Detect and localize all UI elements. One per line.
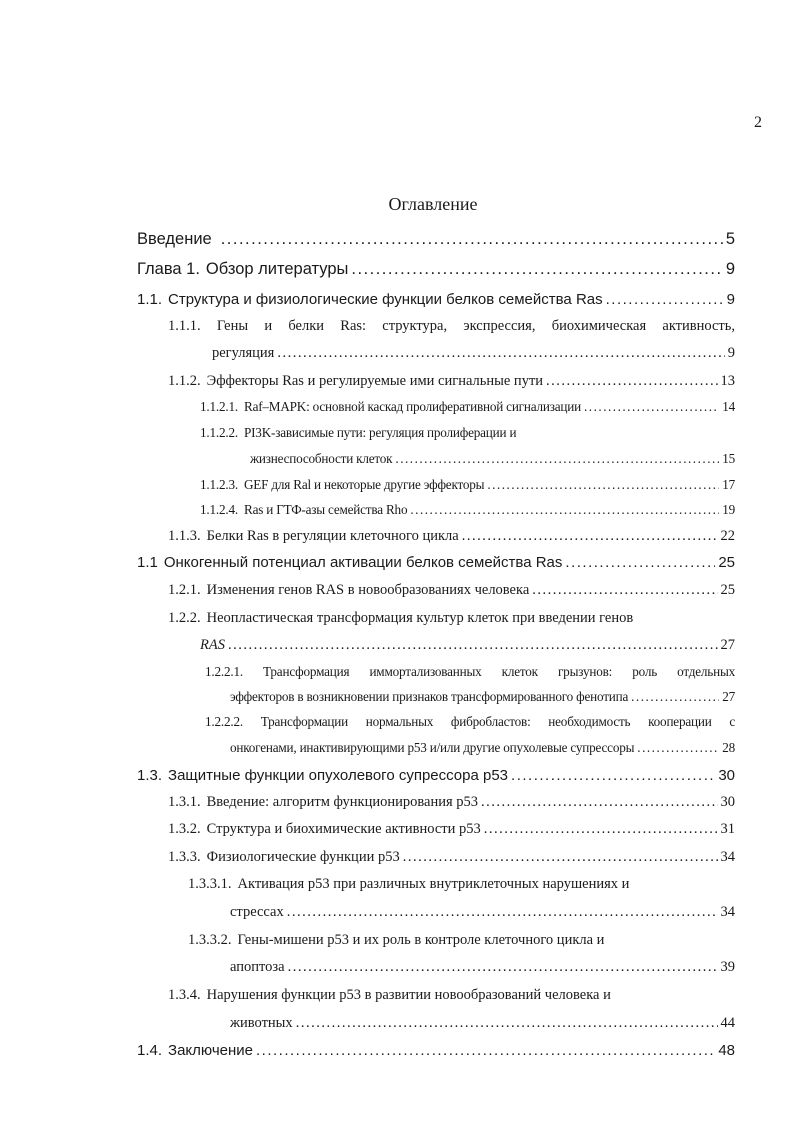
toc-entry-number: Введение [137,230,212,248]
toc-entry-page: 14 [722,399,735,414]
toc-entry[interactable] [188,874,629,894]
dot-leader [631,687,719,707]
toc-entry[interactable] [168,985,611,1005]
dot-leader [484,819,718,839]
dot-leader [403,847,718,867]
toc-entry-text: Изменения генов RAS в новообразованиях человека [206,582,530,598]
toc-entry[interactable] [168,608,633,628]
toc-entry-page: 25 [718,554,735,571]
toc-entry-text: регуляция [212,345,275,361]
toc-entry[interactable] [168,371,735,391]
toc-entry-text: 1.2.2.1. Трансформация иммортализованных клеток грызунов: роль отдельных [205,664,735,679]
toc-entry-page: 9 [726,291,735,308]
page-number: 2 [754,114,762,131]
toc-entry-number: 1.1.2.3. [200,477,238,492]
toc-entry-text: Структура и биохимические активности p53 [206,821,481,837]
toc-entry-text: GEF для Ral и некоторые другие эффекторы [243,477,485,492]
toc-entry-page: 34 [720,904,735,920]
toc-entry-number: 1.4. [137,1042,163,1059]
toc-entry-page: 17 [722,477,735,492]
toc-entry-text: PI3K-зависимые пути: регуляция пролиферации и [243,425,517,440]
toc-entry-page: 5 [725,230,735,248]
toc-entry-text: Физиологические функции p53 [206,849,400,865]
toc-entry-page: 27 [720,637,735,653]
toc-entry-page: 28 [722,740,735,755]
toc-entry[interactable] [205,712,735,732]
toc-entry-text: RAS [200,637,225,653]
toc-entry-number: 1.3.3. [168,849,201,865]
toc-entry[interactable] [137,259,735,279]
toc-entry[interactable] [200,500,735,520]
toc-entry[interactable] [230,738,735,758]
toc-entry-text: Нарушения функции p53 в развитии новообразований человека и [206,987,611,1003]
toc-entry[interactable] [137,1041,735,1061]
toc-entry-page: 13 [720,373,735,389]
toc-entry-page: 25 [720,582,735,598]
dot-leader [532,580,717,600]
toc-entry[interactable] [137,553,735,573]
toc-entry-text: Активация p53 при различных внутриклеточных нарушениях и [237,876,630,892]
toc-entry[interactable] [230,1013,735,1033]
toc-entry[interactable] [188,930,604,950]
toc-entry-page: 9 [727,345,735,361]
toc-entry-text: апоптоза [230,959,285,975]
dot-leader [395,449,719,469]
toc-entry-number: 1.3.4. [168,987,201,1003]
toc-entry-text: Введение: алгоритм функционирования p53 [206,794,479,810]
dot-leader [511,766,715,786]
toc-entry[interactable] [137,229,735,249]
toc-entry-number: 1.3.1. [168,794,201,810]
dot-leader [637,738,719,758]
toc-entry-page: 30 [718,767,735,784]
toc-entry-number: 1.1.3. [168,528,201,544]
dot-leader [296,1013,718,1033]
toc-entry[interactable] [200,635,735,655]
toc-entry-page: 34 [720,849,735,865]
toc-entry-page: 30 [720,794,735,810]
dot-leader [410,500,719,520]
toc-entry-number: 1.1. [137,291,163,308]
toc-entry-number: 1.1.2.1. [200,399,238,414]
toc-entry[interactable] [200,423,516,443]
dot-leader [351,259,722,279]
toc-entry-number: 1.1 [137,554,158,571]
toc-entry-text: Белки Ras в регуляции клеточного цикла [206,528,459,544]
toc-entry-number: 1.1.2. [168,373,201,389]
toc-entry[interactable] [168,316,735,336]
dot-leader [546,371,717,391]
toc-entry-page: 31 [720,821,735,837]
toc-entry-text: онкогенами, инактивирующими p53 и/или другие опухолевые супрессоры [230,740,635,755]
toc-entry-page: 15 [722,451,735,466]
toc-entry-text: эффекторов в возникновении признаков трансформированного фенотипа [230,689,629,704]
toc-entry[interactable] [212,343,735,363]
toc-entry-number: 1.2.1. [168,582,201,598]
toc-entry-number: Глава 1. [137,260,200,278]
toc-entry-text: Неопластическая трансформация культур клеток при введении генов [206,610,634,626]
toc-entry[interactable] [168,792,735,812]
toc-entry-number: 1.3. [137,767,163,784]
toc-entry-page: 48 [718,1042,735,1059]
toc-entry-text: жизнеспособности клеток [250,451,393,466]
toc-entry-page: 9 [725,260,735,278]
toc-entry-number: 1.3.3.1. [188,876,232,892]
toc-entry[interactable] [230,957,735,977]
dot-leader [221,229,723,249]
dot-leader [584,397,719,417]
toc-entry-number: 1.3.3.2. [188,932,232,948]
toc-entry-text: Ras и ГТФ-азы семейства Rho [243,502,408,517]
toc-entry-page: 44 [720,1015,735,1031]
toc-entry[interactable] [200,397,735,417]
toc-entry-page: 19 [722,502,735,517]
toc-entry-text: Структура и физиологические функции белков семейства Ras [168,291,603,308]
toc-title: Оглавление [388,194,478,214]
toc-entry-page: 39 [720,959,735,975]
toc-entry[interactable] [137,290,735,310]
dot-leader [256,1041,715,1061]
toc-entry-page: 27 [722,689,735,704]
toc-entry[interactable] [230,902,735,922]
toc-entry[interactable] [250,449,735,469]
dot-leader [565,553,715,573]
toc-entry-text: Обзор литературы [205,260,349,278]
toc-entry-text: Заключение [168,1042,253,1059]
toc-entry-text: Защитные функции опухолевого супрессора p53 [168,767,509,784]
toc-entry-number: 1.1.2.2. [200,425,238,440]
toc-entry-text: Эффекторы Ras и регулируемые ими сигнальные пути [206,373,544,389]
toc-entry-text: 1.1.1. Гены и белки Ras: структура, экспрессия, биохимическая активность, [168,318,735,334]
toc-entry-number: 1.1.2.4. [200,502,238,517]
toc-entry-text: Гены-мишени p53 и их роль в контроле клеточного цикла и [237,932,605,948]
dot-leader [606,290,724,310]
toc-entry-text: Онкогенный потенциал активации белков семейства Ras [163,554,563,571]
dot-leader [287,902,718,922]
toc-entry[interactable] [230,687,735,707]
toc-entry-text: Raf–MAPK: основной каскад пролиферативной сигнализации [243,399,581,414]
dot-leader [228,635,718,655]
toc-entry[interactable] [168,580,735,600]
toc-entry[interactable] [205,662,735,682]
toc-entry[interactable] [168,526,735,546]
toc-entry-text: стрессах [230,904,284,920]
toc-entry-text: 1.2.2.2. Трансформации нормальных фибробластов: необходимость кооперации с [205,714,735,729]
toc-entry[interactable] [168,819,735,839]
toc-entry[interactable] [137,766,735,786]
toc-entry-text: животных [230,1015,293,1031]
toc-entry[interactable] [168,847,735,867]
toc-entry-number: 1.3.2. [168,821,201,837]
dot-leader [277,343,724,363]
toc-entry-page: 22 [720,528,735,544]
toc-entry-number: 1.2.2. [168,610,201,626]
dot-leader [288,957,718,977]
toc-entry[interactable] [200,475,735,495]
dot-leader [487,475,719,495]
dot-leader [462,526,718,546]
dot-leader [481,792,717,812]
